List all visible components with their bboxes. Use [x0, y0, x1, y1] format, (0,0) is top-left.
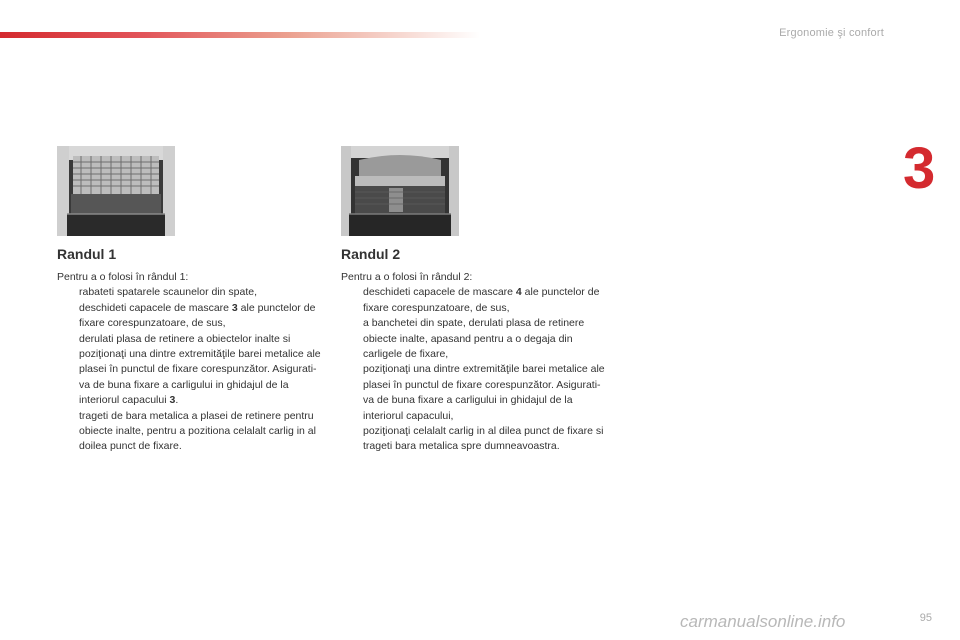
section-title: Randul 2 — [341, 246, 401, 262]
step-item: deschideti capacele de mascare 4 ale punctelor de fixare corespunzatoare, de sus, — [363, 286, 600, 314]
watermark-text: carmanualsonline.info — [680, 612, 846, 631]
step-list — [57, 285, 327, 454]
section-title: Randul 1 — [57, 246, 117, 262]
chapter-number: 3 — [903, 136, 936, 201]
header-accent-bar — [0, 32, 480, 38]
step-list — [341, 285, 611, 454]
column-row-1 — [57, 146, 327, 455]
cargo-net-rear-icon — [341, 146, 459, 236]
step-item: a banchetei din spate, derulati plasa de retinere obiecte inalte, apasand pentru a o degaja din carligele de fixare, — [363, 317, 585, 361]
step-item: poziţionaţi una dintre extremităţile barei metalice ale plasei în punctul de fixare corespunzător. Asigurati-va de buna fixare a carligului in ghidajul de la interiorul capacului, — [363, 363, 605, 422]
page-number: 95 — [919, 612, 932, 624]
step-item: rabateti spatarele scaunelor din spate, — [79, 286, 258, 299]
section-intro: Pentru a o folosi în rândul 1: — [57, 271, 189, 283]
cargo-net-front-icon — [57, 146, 175, 236]
step-item: poziţionaţi celalalt carlig in al dilea punct de fixare si trageti bara metalica spre dumneavoastra. — [363, 425, 604, 453]
step-item: derulati plasa de retinere a obiectelor inalte si poziţionaţi una dintre extremităţile barei metalice ale plasei în punctul de fixare corespunzător. Asigurati-va de buna fixare a carligului in ghidajul de la interiorul capacului 3. — [79, 332, 321, 407]
step-item: trageti de bara metalica a plasei de retinere pentru obiecte inalte, pentru a pozitiona celalalt carlig in al doilea punct de fixare. — [79, 409, 316, 453]
section-header-title: Ergonomie şi confort — [779, 27, 884, 39]
step-item: deschideti capacele de mascare 3 ale punctelor de fixare corespunzatoare, de sus, — [79, 301, 316, 330]
section-intro: Pentru a o folosi în rândul 2: — [341, 271, 473, 283]
column-row-2 — [341, 146, 611, 455]
